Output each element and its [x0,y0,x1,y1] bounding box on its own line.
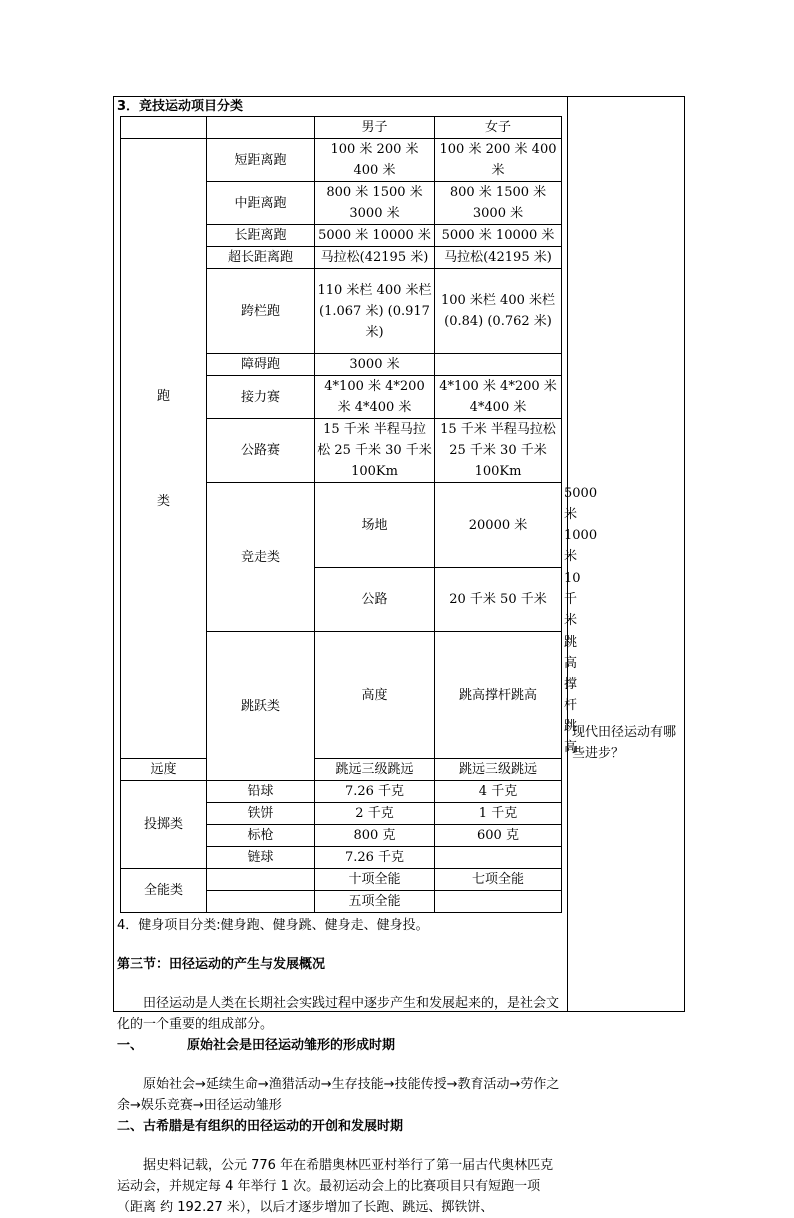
women-cell: 600 克 [435,825,562,847]
men-cell: 十项全能 [315,869,435,891]
group-throw: 投掷类 [121,781,207,869]
men-cell: 20000 米 [435,483,562,568]
table-row: 公路 20 千米 50 千米 10 千米 [121,568,562,632]
women-cell [435,354,562,376]
women-cell: 100 米栏 400 米栏 (0.84) (0.762 米) [435,269,562,354]
men-cell: 20 千米 50 千米 [435,568,562,632]
event-cell: 标枪 [207,825,315,847]
event-cell: 链球 [207,847,315,869]
women-cell: 跳远三级跳远 [435,759,562,781]
table-row [121,139,562,182]
event-cell: 高度 [315,632,435,759]
women-cell: 15 千米 半程马拉松 25 千米 30 千米 100Km [435,419,562,483]
women-cell [435,891,562,913]
men-cell: 800 克 [315,825,435,847]
table-row: 跳跃类 高度 跳高撑杆跳高 跳高撑杆跳高 [121,632,562,759]
event-cell: 铁饼 [207,803,315,825]
part2-paragraph: 据史料记载，公元 776 年在希腊奥林匹亚村举行了第一届古代奥林匹克运动会，并规定每 4 年举行 1 次。最初运动会上的比赛项目只有短跑一项（距离 约 192.27 米），以后才逐步增加了长跑、跳远、掷铁饼、 [117,1158,554,1215]
men-cell: 4*100 米 4*200 米 4*400 米 [315,376,435,419]
women-cell [435,847,562,869]
men-cell: 110 米栏 400 米栏 (1.067 米) (0.917 米) [315,269,435,354]
header-men: 男子 [315,117,435,139]
men-cell: 跳远三级跳远 [315,759,435,781]
side-question: 现代田径运动有哪些进步？ [572,725,677,761]
group-walk: 竞走类 [207,483,315,632]
event-cell [207,891,315,913]
women-cell: 马拉松(42195 米) [435,247,562,269]
men-cell: 7.26 千克 [315,781,435,803]
women-cell: 七项全能 [435,869,562,891]
men-cell: 跳高撑杆跳高 [435,632,562,759]
section-heading: 3．竞技运动项目分类 [117,99,244,114]
part1-paragraph: 原始社会→延续生命→渔猎活动→生存技能→技能传授→教育活动→劳作之余→娱乐竞赛→田径运动雏形 [117,1077,560,1113]
men-cell: 15 千米 半程马拉松 25 千米 30 千米 100Km [315,419,435,483]
women-cell: 100 米 200 米 400 米 [435,139,562,182]
event-cell: 场地 [315,483,435,568]
event-cell: 超长距离跑 [207,247,315,269]
table-header-row [121,117,562,139]
main-column [117,98,598,1218]
table-row: 竞走类 场地 20000 米 5000 米 1000 米 [121,483,562,568]
fitness-note: 4．健身项目分类:健身跑、健身跳、健身走、健身投。 [117,918,429,933]
group-run [121,139,207,759]
event-cell: 公路赛 [207,419,315,483]
event-cell: 长距离跑 [207,225,315,247]
women-cell: 4 千克 [435,781,562,803]
men-cell: 五项全能 [315,891,435,913]
events-table [120,116,598,913]
women-cell: 1 千克 [435,803,562,825]
men-cell: 2 千克 [315,803,435,825]
event-cell: 中距离跑 [207,182,315,225]
group-jump: 跳跃类 [207,632,315,781]
intro-paragraph: 田径运动是人类在长期社会实践过程中逐步产生和发展起来的，是社会文化的一个重要的组成部分。 [117,996,560,1032]
part1-number: 一、 [117,1038,144,1053]
men-cell: 800 米 1500 米 3000 米 [315,182,435,225]
event-cell: 接力赛 [207,376,315,419]
women-cell: 5000 米 10000 米 [435,225,562,247]
women-cell: 800 米 1500 米 3000 米 [435,182,562,225]
men-cell: 7.26 千克 [315,847,435,869]
event-cell: 跨栏跑 [207,269,315,354]
group-run-top: 跑 [156,388,170,404]
men-cell: 马拉松(42195 米) [315,247,435,269]
event-cell: 远度 [121,759,207,781]
header-blank [207,117,315,139]
header-blank [121,117,207,139]
event-cell: 短距离跑 [207,139,315,182]
men-cell: 5000 米 10000 米 [315,225,435,247]
part1-heading [117,1035,563,1056]
event-cell: 铅球 [207,781,315,803]
table-row [121,869,562,891]
women-cell: 4*100 米 4*200 米 4*400 米 [435,376,562,419]
men-cell: 3000 米 [315,354,435,376]
part2-title: 二、古希腊是有组织的田径运动的开创和发展时期 [117,1119,404,1134]
table-row [121,781,562,803]
event-cell: 公路 [315,568,435,632]
group-run-bottom: 类 [156,493,170,509]
group-combined: 全能类 [121,869,207,913]
header-women: 女子 [435,117,562,139]
section3-title: 第三节：田径运动的产生与发展概况 [117,957,326,972]
event-cell [207,869,315,891]
part1-title: 原始社会是田径运动雏形的形成时期 [187,1038,396,1053]
table-row [121,759,562,781]
men-cell: 100 米 200 米 400 米 [315,139,435,182]
event-cell: 障碍跑 [207,354,315,376]
